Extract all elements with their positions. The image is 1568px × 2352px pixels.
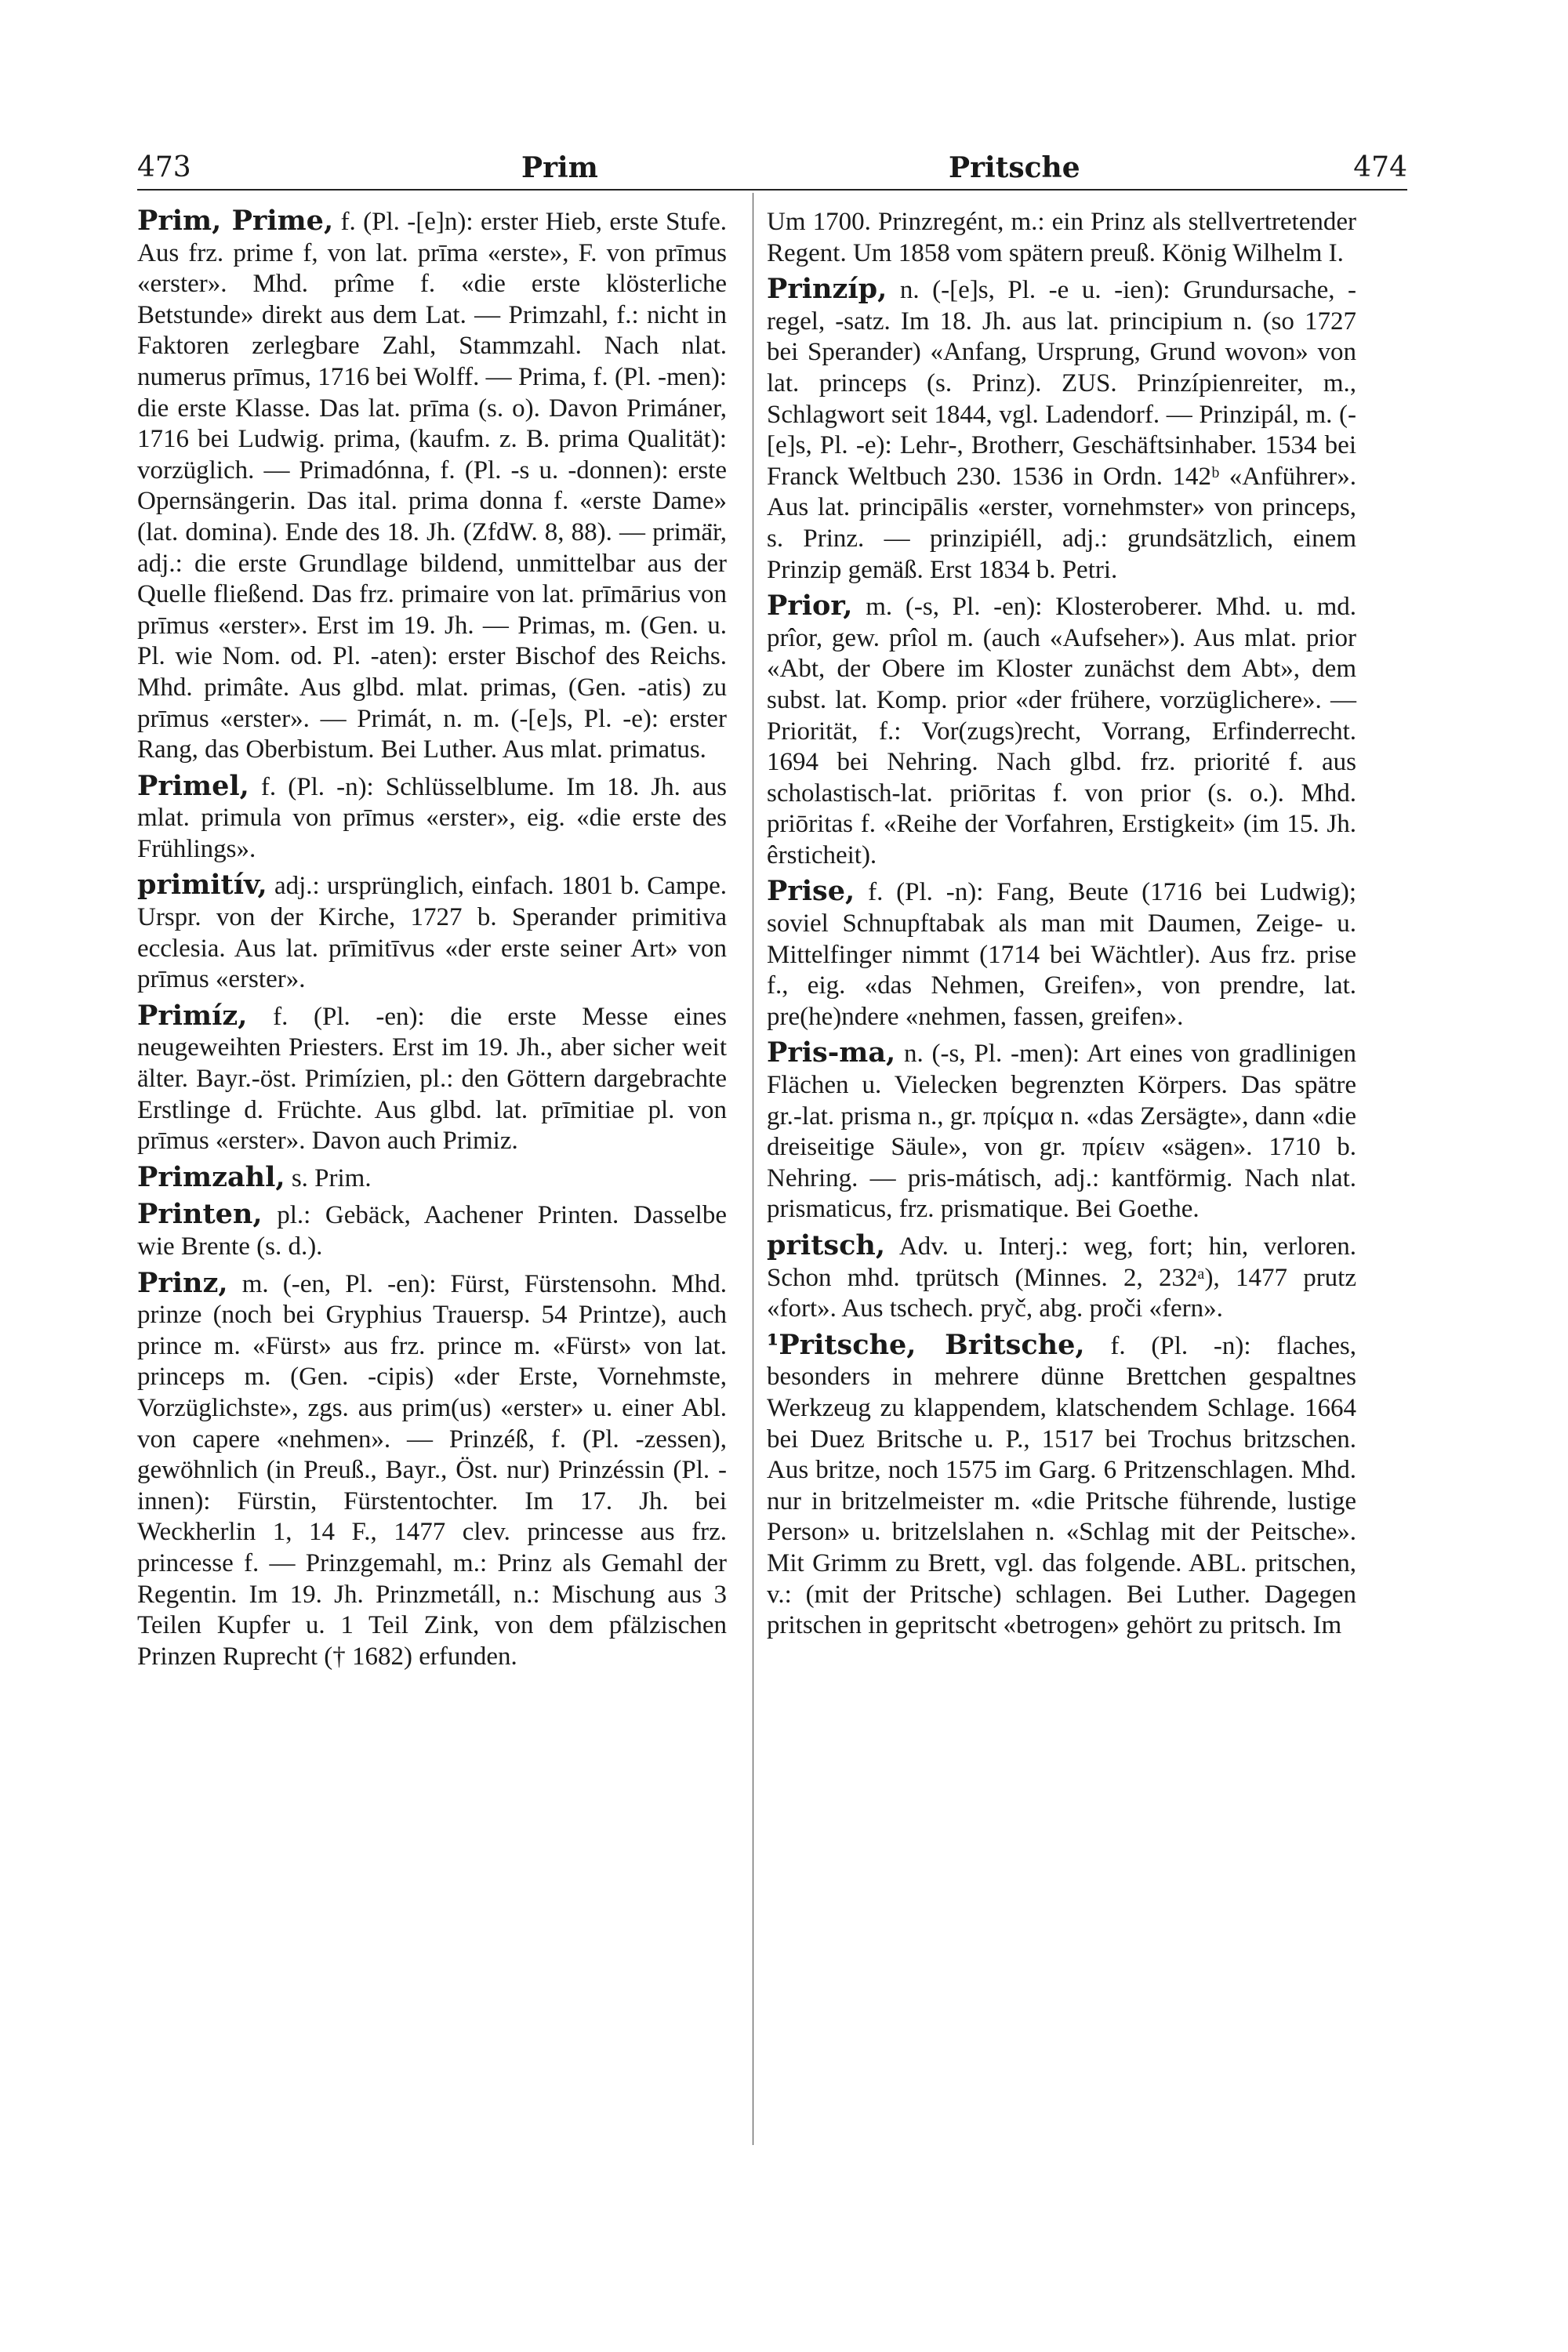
- right-page-number: 474: [1353, 151, 1407, 183]
- entry-text: f. (Pl. -n): Schlüsselblume. Im 18. Jh. aus mlat. primula von prīmus «erster», eig. «die erste des Frühlings».: [137, 772, 727, 863]
- entry-headword: Printen,: [137, 1198, 263, 1231]
- entry-headword: Prinz,: [137, 1266, 228, 1299]
- entry-headword: ¹Pritsche, Britsche,: [767, 1328, 1085, 1361]
- entry-headword: Prior,: [767, 590, 853, 622]
- entry-prinzip: [767, 274, 1356, 586]
- entry-text: pl.: Gebäck, Aachener Printen. Dasselbe wie Brente (s. d.).: [137, 1201, 727, 1261]
- entry-primitiv: [137, 869, 727, 995]
- page-header: [137, 145, 1407, 191]
- entry-prim: [137, 205, 727, 766]
- right-running-headword: Pritsche: [949, 151, 1080, 184]
- entry-continued: [767, 205, 1356, 269]
- entry-printen: [137, 1199, 727, 1262]
- entry-primel: [137, 771, 727, 866]
- entry-text: n. (-[e]s, Pl. -e u. -ien): Grundursache, -regel, -satz. Im 18. Jh. aus lat. principium n. (so 1727 bei Sperander) «Anfang, Ursprung, Grund wovon» von lat. princeps (s. Prinz). ZUS. Prinzípienreiter, m., Schlagwort seit 1844, vgl. Ladendorf. — Prinzipál, m. (-[e]s, Pl. -e): Lehr-, Brotherr, Geschäftsinhaber. 1534 bei Franck Weltbuch 230. 1536 in Ordn. 142ᵇ «Anführer». Aus lat. principālis «erster, vornehmster» von princeps, s. Prinz. — prinzipiéll, adj.: grundsätzlich, einem Prinzip gemäß. Erst 1834 b. Petri.: [767, 276, 1356, 584]
- right-column: [767, 205, 1356, 1642]
- left-running-headword: Prim: [521, 151, 598, 184]
- entry-prisma: [767, 1037, 1356, 1225]
- entry-text: Um 1700. Prinzregént, m.: ein Prinz als stellvertretender Regent. Um 1858 vom spätern preuß. König Wilhelm I.: [767, 208, 1356, 267]
- entry-prise: [767, 876, 1356, 1033]
- entry-text: f. (Pl. -en): die erste Messe eines neugeweihten Priesters. Erst im 19. Jh., aber sicher weit älter. Bayr.-öst. Primízien, pl.: den Göttern dargebrachte Erstlinge d. Früchte. Aus glbd. lat. prīmitiae pl. von prīmus «erster». Davon auch Primiz.: [137, 1002, 728, 1156]
- entry-text: m. (-s, Pl. -en): Klosteroberer. Mhd. u. md. prîor, gew. prîol m. (auch «Aufseher»). Aus mlat. prior «Abt, der Obere im Kloster zunächst dem Abt», dem subst. lat. Komp. prior «der frühere, vorzüglichere». — Priorität, f.: Vor(zugs)recht, Vorrang, Erfinderrecht. 1694 bei Nehring. Nach glbd. frz. priorité f. aus scholastisch-lat. priōritas f. von prior (s. o.). Mhd. priōritas f. «Reihe der Vorfahren, Erstigkeit» (im 15. Jh. êrsticheit).: [767, 593, 1356, 869]
- entry-headword: primitív,: [137, 869, 267, 902]
- left-column: [137, 205, 727, 1672]
- entry-text: adj.: ursprünglich, einfach. 1801 b. Campe. Urspr. von der Kirche, 1727 b. Sperander primitiva ecclesia. Aus lat. prīmitīvus «der erste seiner Art» von prīmus «erster».: [137, 872, 727, 994]
- entry-pritsch: [767, 1230, 1356, 1325]
- entry-prinz: [137, 1268, 727, 1673]
- entry-text: m. (-en, Pl. -en): Fürst, Fürstensohn. Mhd. prinze (noch bei Gryphius Trauersp. 54 Printze), auch prince m. «Fürst» aus frz. prince m. «Fürst» von lat. princeps m. (Gen. -cipis) «der Erste, Vornehmste, Vorzüglichste», zgs. aus prim(us) «erster» u. einer Abl. von capere «nehmen». — Prinzéß, f. (Pl. -zessen), gewöhnlich (in Preuß., Bayr., Öst. nur) Prinzéssin (Pl. -innen): Fürstin, Fürstentochter. Im 17. Jh. bei Weckherlin 1, 14 F., 1477 clev. princesse aus frz. princesse f. — Prinzgemahl, m.: Prinz als Gemahl der Regentin. Im 19. Jh. Prinzmetáll, n.: Mischung aus 3 Teilen Kupfer u. 1 Teil Zink, von dem pfälzischen Prinzen Ruprecht († 1682) erfunden.: [137, 1269, 728, 1671]
- entry-headword: Prinzíp,: [767, 273, 887, 306]
- entry-headword: Primzahl,: [137, 1160, 285, 1193]
- entry-text: s. Prim.: [291, 1163, 372, 1192]
- entry-headword: Primel,: [137, 769, 249, 802]
- entry-prior: [767, 590, 1356, 871]
- entry-headword: Primíz,: [137, 999, 248, 1032]
- entry-headword: Pris-ma,: [767, 1036, 896, 1069]
- entry-primzahl: [137, 1162, 727, 1195]
- entry-pritsche: [767, 1330, 1356, 1642]
- entry-text: Adv. u. Interj.: weg, fort; hin, verloren. Schon mhd. tprütsch (Minnes. 2, 232ᵃ), 1477 prutz «fort». Aus tschech. pryč, abg. proči «fern».: [767, 1232, 1356, 1323]
- entry-text: f. (Pl. -n): Fang, Beute (1716 bei Ludwig); soviel Schnupftabak als man mit Daumen, Zeige- u. Mittelfinger nimmt (1714 bei Wächtler). Aus frz. prise f., eig. «das Nehmen, Greifen», von prendre, lat. pre(he)ndere «nehmen, fassen, greifen».: [767, 878, 1357, 1031]
- entry-text: n. (-s, Pl. -men): Art eines von gradlinigen Flächen u. Vielecken begrenzten Körpers. Das spätre gr.-lat. prisma n., gr. πρίςμα n. «das Zersägte», dann «die dreiseitige Säule», von gr. πρίειν «sägen». 1710 b. Nehring. — pris-mátisch, adj.: kantförmig. Nach nlat. prismaticus, frz. prismatique. Bei Goethe.: [767, 1040, 1356, 1224]
- entry-text: f. (Pl. -n): flaches, besonders in mehrere dünne Brettchen gespaltnes Werkzeug zu klappendem, klatschendem Schlage. 1664 bei Duez Britsche u. P., 1517 bei Trochus britzschen. Aus britze, noch 1575 im Garg. 6 Pritzenschlagen. Mhd. nur in britzelmeister m. «die Pritsche führende, lustige Person» u. britzelslahen n. «Schlag mit der Peitsche». Mit Grimm zu Brett, vgl. das folgende. ABL. pritschen, v.: (mit der Pritsche) schlagen. Bei Luther. Dagegen pritschen in gepritscht «betrogen» gehört zu pritsch. Im: [767, 1331, 1357, 1640]
- entry-headword: Prim, Prime,: [137, 205, 334, 237]
- entry-text: f. (Pl. -[e]n): erster Hieb, erste Stufe. Aus frz. prime f, von lat. prīma «erste», F. von prīmus «erster». Mhd. prîme f. «die erste klösterliche Betstunde» direkt aus dem Lat. — Primzahl, f.: nicht in Faktoren zerlegbare Zahl, Stammzahl. Nach nlat. numerus prīmus, 1716 bei Wolff. — Prima, f. (Pl. -men): die erste Klasse. Das lat. prīma (s. o). Davon Primáner, 1716 bei Ludwig. prima, (kaufm. z. B. prima Qualität): vorzüglich. — Primadónna, f. (Pl. -s u. -donnen): erste Opernsängerin. Das ital. prima donna f. «erste Dame» (lat. domina). Ende des 18. Jh. (ZfdW. 8, 88). — primä̈r, adj.: die erste Grundlage bildend, unmittelbar aus der Quelle fließend. Das frz. primaire von lat. prīmārius von prīmus «erster». Erst im 19. Jh. — Primas, m. (Gen. u. Pl. wie Nom. od. Pl. -aten): erster Bischof des Reichs. Mhd. primâte. Aus glbd. mlat. primas, (Gen. -atis) zu prīmus «erster». — Primát, n. m. (-[e]s, Pl. -e): erster Rang, das Oberbistum. Bei Luther. Aus mlat. primatus.: [137, 208, 728, 764]
- left-page-number: 473: [137, 151, 191, 183]
- entry-headword: Prise,: [767, 875, 855, 908]
- entry-primiz: [137, 1000, 727, 1157]
- entry-headword: pritsch,: [767, 1229, 886, 1261]
